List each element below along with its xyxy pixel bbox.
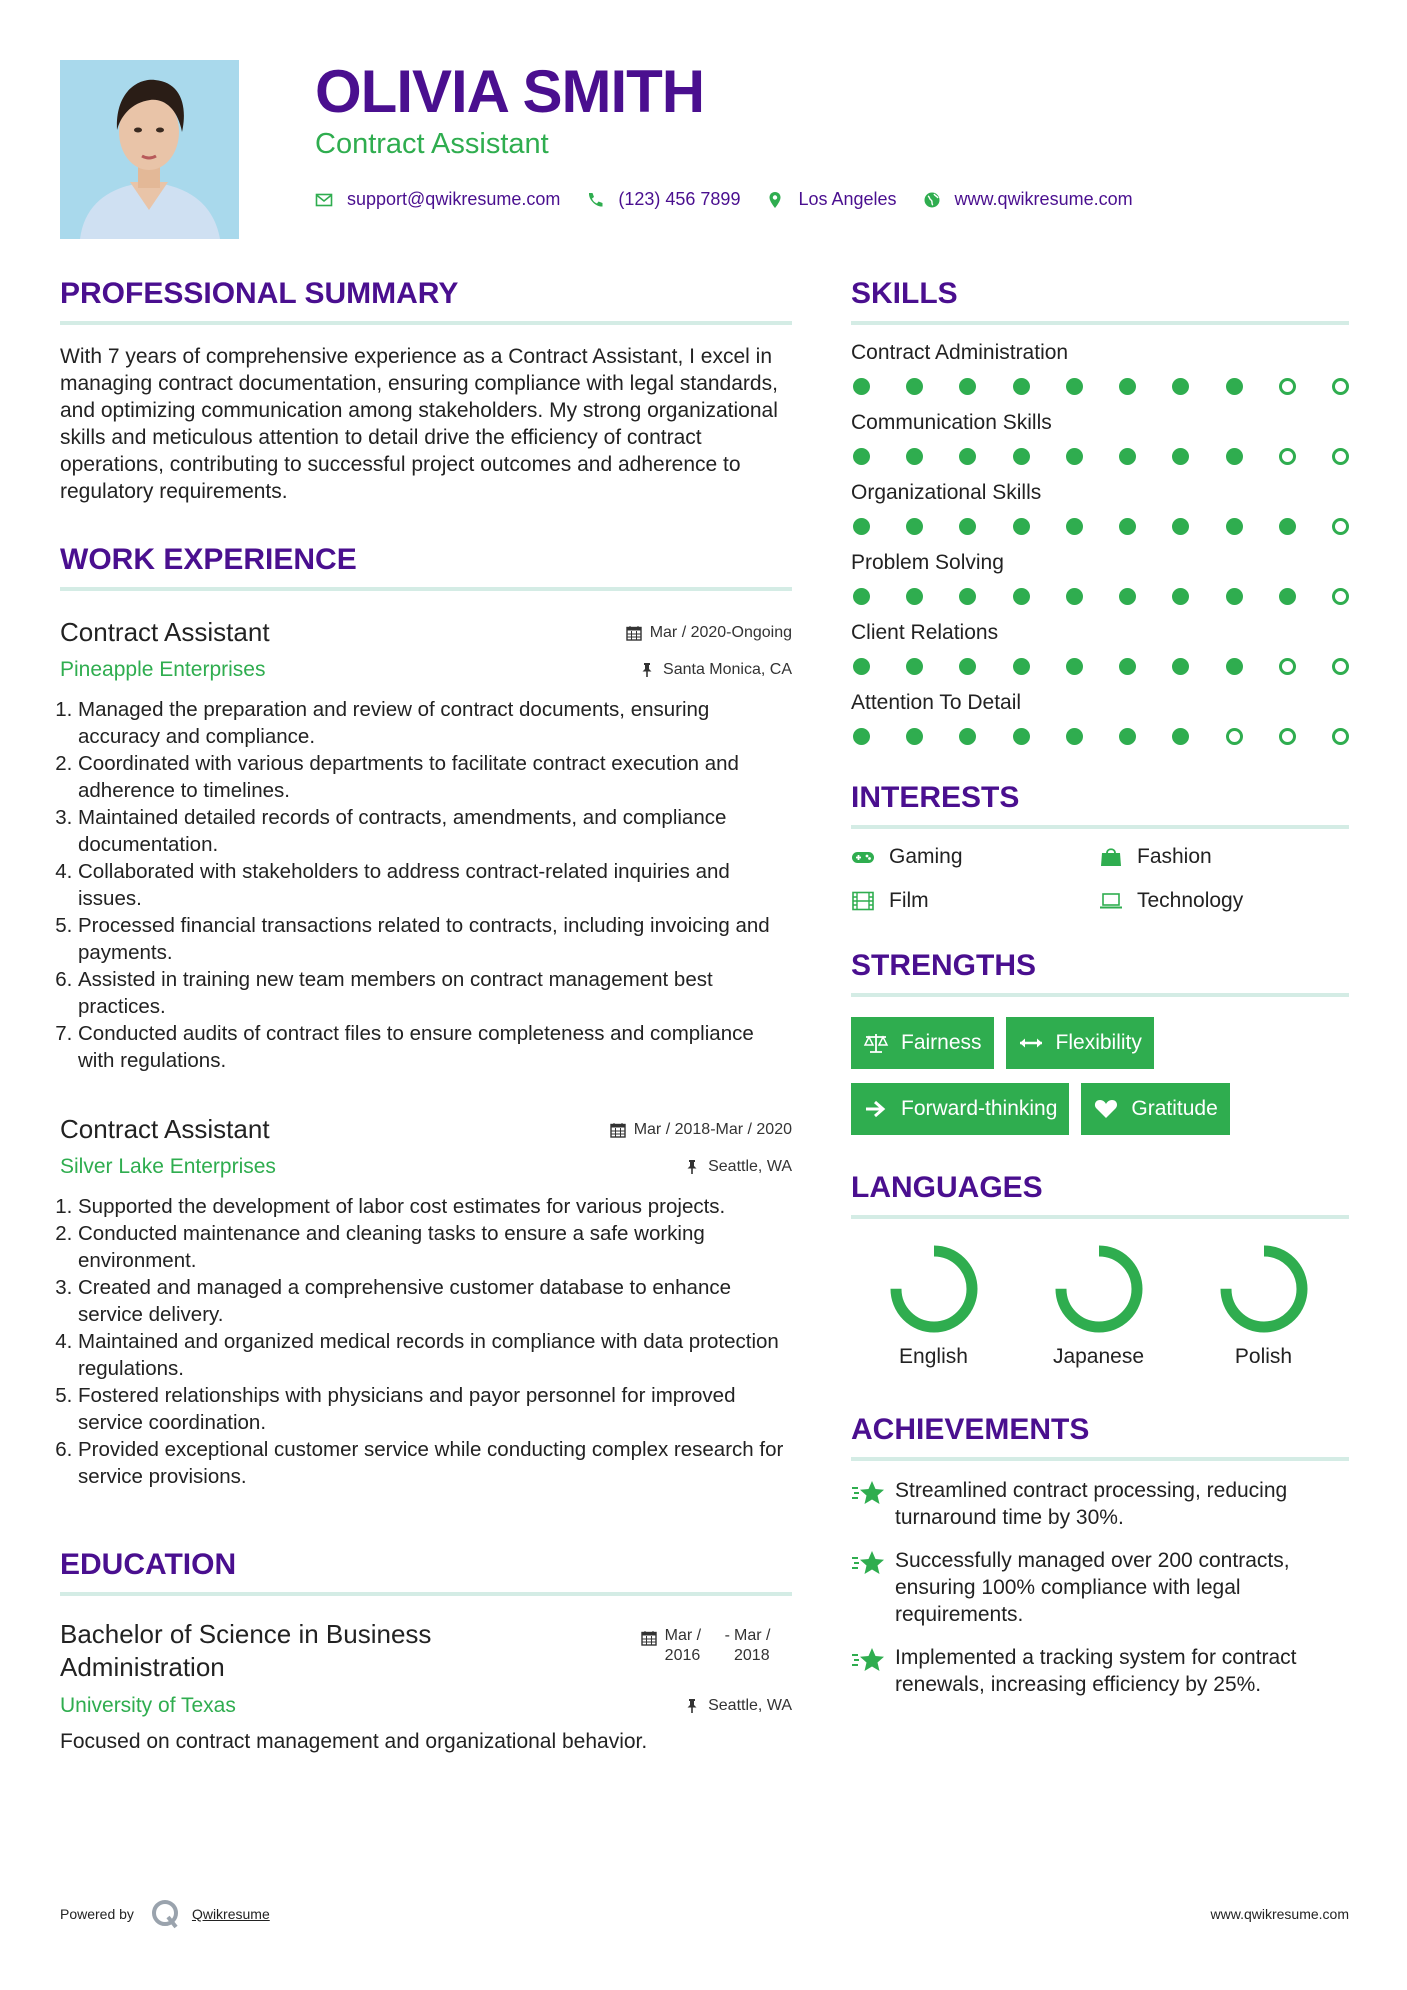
education-school: University of Texas xyxy=(60,1694,236,1717)
strengths-list xyxy=(851,1017,1349,1135)
duty-item: 5. Fostered relationships with physicians and payor personnel for improved service coordination. xyxy=(78,1382,792,1436)
duty-item: 7. Conducted audits of contract files to ensure completeness and compliance with regulations. xyxy=(78,1020,792,1074)
duty-list xyxy=(60,696,792,1074)
skill-dot-filled xyxy=(1279,588,1296,605)
summary-text: With 7 years of comprehensive experience as a Contract Assistant, I excel in managing contract documentation, ensuring compliance with legal standards, and optimizing communication among stakeholders. My strong organizational skills and meticulous attention to detail drive the efficiency of contract operations, contributing to successful project outcomes and adherence to regulatory requirements. xyxy=(60,345,778,503)
strength-label: Flexibility xyxy=(1055,1031,1142,1054)
education-description: Focused on contract management and organizational behavior. xyxy=(60,1730,648,1753)
skill-dot-filled xyxy=(1119,378,1136,395)
skill-dot-filled xyxy=(1226,448,1243,465)
skill-rating xyxy=(851,378,1349,395)
language-item xyxy=(1181,1243,1346,1369)
skill-dot-filled xyxy=(1172,378,1189,395)
heart-icon xyxy=(1093,1098,1119,1120)
duty-item: 5. Processed financial transactions related to contracts, including invoicing and payments. xyxy=(78,912,792,966)
skill-dot-filled xyxy=(1226,658,1243,675)
duty-item: 1. Supported the development of labor cost estimates for various projects. xyxy=(78,1193,792,1220)
skill-dot-empty xyxy=(1279,448,1296,465)
skill-name: Problem Solving xyxy=(851,551,1004,574)
achievement-text: Successfully managed over 200 contracts, ensuring 100% compliance with legal requirements. xyxy=(895,1549,1290,1626)
duty-item: 4. Maintained and organized medical records in compliance with data protection regulations. xyxy=(78,1328,792,1382)
candidate-title: Contract Assistant xyxy=(315,128,549,160)
skill-dot-filled xyxy=(1013,658,1030,675)
skill-dot-filled xyxy=(1119,518,1136,535)
skill-dot-empty xyxy=(1279,378,1296,395)
job-subheader-row xyxy=(60,1155,792,1179)
skill-dot-filled xyxy=(853,588,870,605)
arrow-right-icon xyxy=(863,1098,889,1120)
skill-rating xyxy=(851,448,1349,465)
experience-heading: WORK EXPERIENCE xyxy=(60,541,792,591)
job-location xyxy=(684,1158,792,1176)
globe-icon xyxy=(923,191,941,209)
skill-dot-filled xyxy=(906,518,923,535)
job-list xyxy=(60,617,792,1490)
skill-dot-filled xyxy=(1066,588,1083,605)
skill-dot-filled xyxy=(906,448,923,465)
skill-rating xyxy=(851,728,1349,745)
interests-heading: INTERESTS xyxy=(851,779,1349,829)
achievement-item xyxy=(851,1547,1349,1628)
achievement-text: Implemented a tracking system for contract renewals, increasing efficiency by 25%. xyxy=(895,1646,1297,1696)
job-company: Pineapple Enterprises xyxy=(60,658,266,681)
duty-item: 2. Coordinated with various departments to facilitate contract execution and adherence to timelines. xyxy=(78,750,792,804)
job-dates-text: Mar / 2018-Mar / 2020 xyxy=(633,1120,792,1138)
job-header-row xyxy=(60,617,792,648)
skill-item xyxy=(851,481,1349,535)
skill-dot-filled xyxy=(906,588,923,605)
calendar-icon xyxy=(641,1630,657,1646)
map-marker-icon xyxy=(766,191,784,209)
achievements-heading: ACHIEVEMENTS xyxy=(851,1411,1349,1461)
job-location xyxy=(639,661,792,679)
skill-dot-filled xyxy=(1013,728,1030,745)
phone-icon xyxy=(586,191,604,209)
job-entry xyxy=(60,1114,792,1490)
skill-dot-filled xyxy=(1119,728,1136,745)
duty-item: 4. Collaborated with stakeholders to address contract-related inquiries and issues. xyxy=(78,858,792,912)
pin-icon xyxy=(639,662,655,678)
footer-site[interactable]: www.qwikresume.com xyxy=(1210,1906,1349,1922)
languages-list xyxy=(851,1243,1349,1369)
skill-dot-filled xyxy=(1226,378,1243,395)
skill-dot-filled xyxy=(1226,518,1243,535)
powered-by-text: Powered by xyxy=(60,1906,134,1922)
language-gauge xyxy=(1218,1243,1310,1335)
job-dates xyxy=(610,1121,792,1139)
skill-dot-filled xyxy=(1013,448,1030,465)
website-text: www.qwikresume.com xyxy=(954,189,1133,209)
achievement-item xyxy=(851,1477,1349,1531)
strength-badge xyxy=(851,1017,994,1069)
candidate-name: OLIVIA SMITH xyxy=(315,58,705,125)
skill-dot-filled xyxy=(1066,378,1083,395)
shopping-bag-icon xyxy=(1099,847,1123,867)
balance-scale-icon xyxy=(863,1032,889,1054)
strength-badge xyxy=(851,1083,1069,1135)
skill-dot-filled xyxy=(959,658,976,675)
interest-label: Film xyxy=(889,889,929,912)
language-name: Japanese xyxy=(1052,1345,1145,1368)
strength-label: Fairness xyxy=(901,1031,982,1054)
skill-dot-empty xyxy=(1332,728,1349,745)
skill-dot-empty xyxy=(1332,518,1349,535)
skill-dot-filled xyxy=(959,518,976,535)
pin-icon xyxy=(684,1159,700,1175)
skill-dot-filled xyxy=(1013,588,1030,605)
interest-label: Gaming xyxy=(889,845,963,868)
skill-item xyxy=(851,621,1349,675)
interest-label: Technology xyxy=(1137,889,1244,912)
skill-dot-filled xyxy=(1066,448,1083,465)
skill-dot-filled xyxy=(906,378,923,395)
contact-email[interactable] xyxy=(315,189,560,210)
star-icon xyxy=(851,1479,885,1509)
skill-dot-filled xyxy=(906,658,923,675)
skills-heading: SKILLS xyxy=(851,275,1349,325)
skill-dot-empty xyxy=(1226,728,1243,745)
skill-rating xyxy=(851,588,1349,605)
footer-powered xyxy=(60,1897,270,1931)
qwikresume-logo-icon xyxy=(148,1897,182,1931)
achievements-list xyxy=(851,1477,1349,1698)
language-name: Polish xyxy=(1234,1345,1293,1368)
skill-dot-filled xyxy=(1279,518,1296,535)
education-dates xyxy=(641,1626,792,1684)
achievement-text: Streamlined contract processing, reducing turnaround time by 30%. xyxy=(895,1479,1288,1529)
skill-dot-filled xyxy=(853,728,870,745)
language-item xyxy=(851,1243,1016,1369)
interest-item xyxy=(851,889,1099,913)
job-title: Contract Assistant xyxy=(60,1114,270,1144)
education-degree: Bachelor of Science in Business Administration xyxy=(60,1619,432,1682)
contact-bar xyxy=(315,189,1355,210)
job-dates-text: Mar / 2020-Ongoing xyxy=(649,623,792,641)
job-company: Silver Lake Enterprises xyxy=(60,1155,276,1178)
interest-item xyxy=(851,845,1099,869)
duty-item: 6. Assisted in training new team members on contract management best practices. xyxy=(78,966,792,1020)
duty-item: 2. Conducted maintenance and cleaning tasks to ensure a safe working environment. xyxy=(78,1220,792,1274)
skill-dot-filled xyxy=(853,378,870,395)
skill-dot-filled xyxy=(959,588,976,605)
duty-item: 3. Created and managed a comprehensive customer database to enhance service delivery. xyxy=(78,1274,792,1328)
language-name: English xyxy=(899,1345,968,1368)
language-gauge-arc xyxy=(1061,1251,1137,1327)
interest-label: Fashion xyxy=(1137,845,1212,868)
skill-dot-filled xyxy=(1119,588,1136,605)
contact-phone[interactable] xyxy=(586,189,740,210)
skill-dot-filled xyxy=(1172,588,1189,605)
location-text: Los Angeles xyxy=(798,189,897,209)
skill-dot-filled xyxy=(1066,728,1083,745)
summary-heading: PROFESSIONAL SUMMARY xyxy=(60,275,792,325)
laptop-icon xyxy=(1099,891,1123,911)
job-location-text: Seattle, WA xyxy=(708,1158,792,1175)
skills-list xyxy=(851,341,1349,745)
skill-item xyxy=(851,411,1349,465)
skill-dot-filled xyxy=(1066,658,1083,675)
skill-dot-filled xyxy=(853,448,870,465)
language-gauge xyxy=(888,1243,980,1335)
job-entry xyxy=(60,617,792,1074)
right-column xyxy=(851,275,1349,1698)
skill-rating xyxy=(851,518,1349,535)
strength-label: Forward-thinking xyxy=(901,1097,1058,1120)
duty-item: 1. Managed the preparation and review of contract documents, ensuring accuracy and compliance. xyxy=(78,696,792,750)
job-location-text: Santa Monica, CA xyxy=(663,661,792,678)
job-header-row xyxy=(60,1114,792,1145)
job-title: Contract Assistant xyxy=(60,617,270,647)
date-separator: - xyxy=(724,1627,730,1644)
language-gauge-arc xyxy=(896,1251,972,1327)
skill-name: Attention To Detail xyxy=(851,691,1022,714)
skill-name: Client Relations xyxy=(851,621,999,644)
email-text: support@qwikresume.com xyxy=(347,189,561,209)
language-gauge xyxy=(1053,1243,1145,1335)
duty-list xyxy=(60,1193,792,1490)
education-location-text: Seattle, WA xyxy=(708,1697,792,1714)
skill-dot-empty xyxy=(1332,378,1349,395)
job-subheader-row xyxy=(60,658,792,682)
pin-icon xyxy=(684,1698,700,1714)
skill-item xyxy=(851,691,1349,745)
skill-dot-filled xyxy=(959,378,976,395)
skill-dot-filled xyxy=(1013,378,1030,395)
skill-dot-filled xyxy=(853,658,870,675)
skill-dot-filled xyxy=(906,728,923,745)
star-icon xyxy=(851,1549,885,1579)
skill-dot-empty xyxy=(1332,658,1349,675)
education-end: Mar / 2018 xyxy=(734,1627,771,1664)
skill-dot-filled xyxy=(1119,658,1136,675)
strength-label: Gratitude xyxy=(1131,1097,1218,1120)
skill-name: Communication Skills xyxy=(851,411,1052,434)
skill-item xyxy=(851,341,1349,395)
skill-dot-empty xyxy=(1332,448,1349,465)
skill-dot-filled xyxy=(1172,728,1189,745)
skill-dot-empty xyxy=(1279,658,1296,675)
qwikresume-link[interactable]: Qwikresume xyxy=(191,1906,270,1922)
languages-heading: LANGUAGES xyxy=(851,1169,1349,1219)
skill-dot-empty xyxy=(1332,588,1349,605)
skill-dot-filled xyxy=(853,518,870,535)
skill-name: Contract Administration xyxy=(851,341,1069,364)
duty-item: 6. Provided exceptional customer service while conducting complex research for service provisions. xyxy=(78,1436,792,1490)
duty-item: 3. Maintained detailed records of contracts, amendments, and compliance documentation. xyxy=(78,804,792,858)
skill-dot-filled xyxy=(1172,518,1189,535)
education-location xyxy=(684,1697,792,1715)
gamepad-icon xyxy=(851,847,875,867)
skill-dot-filled xyxy=(959,448,976,465)
phone-text: (123) 456 7899 xyxy=(618,189,741,209)
skill-dot-filled xyxy=(1172,448,1189,465)
education-heading: EDUCATION xyxy=(60,1546,792,1596)
skill-dot-filled xyxy=(1172,658,1189,675)
skill-rating xyxy=(851,658,1349,675)
contact-location xyxy=(766,189,896,210)
interests-list xyxy=(851,845,1349,913)
profile-photo xyxy=(60,60,239,239)
skill-name: Organizational Skills xyxy=(851,481,1042,504)
skill-dot-filled xyxy=(959,728,976,745)
skill-dot-filled xyxy=(1013,518,1030,535)
strength-badge xyxy=(1081,1083,1229,1135)
calendar-icon xyxy=(610,1122,626,1138)
skill-dot-empty xyxy=(1279,728,1296,745)
achievement-item xyxy=(851,1644,1349,1698)
education-entry xyxy=(60,1618,792,1754)
skill-dot-filled xyxy=(1066,518,1083,535)
arrows-h-icon xyxy=(1018,1032,1044,1054)
skill-dot-filled xyxy=(1119,448,1136,465)
strength-badge xyxy=(1006,1017,1154,1069)
calendar-icon xyxy=(626,625,642,641)
education-start: Mar / 2016 xyxy=(664,1627,702,1664)
contact-website[interactable] xyxy=(923,189,1133,210)
strengths-heading: STRENGTHS xyxy=(851,947,1349,997)
film-icon xyxy=(851,891,875,911)
star-icon xyxy=(851,1646,885,1676)
interest-item xyxy=(1099,889,1349,913)
interest-item xyxy=(1099,845,1349,869)
envelope-icon xyxy=(315,191,333,209)
resume-header xyxy=(315,58,1355,210)
left-column xyxy=(60,275,792,1754)
language-gauge-arc xyxy=(1226,1251,1302,1327)
language-item xyxy=(1016,1243,1181,1369)
job-dates xyxy=(626,624,792,642)
skill-item xyxy=(851,551,1349,605)
skill-dot-filled xyxy=(1226,588,1243,605)
